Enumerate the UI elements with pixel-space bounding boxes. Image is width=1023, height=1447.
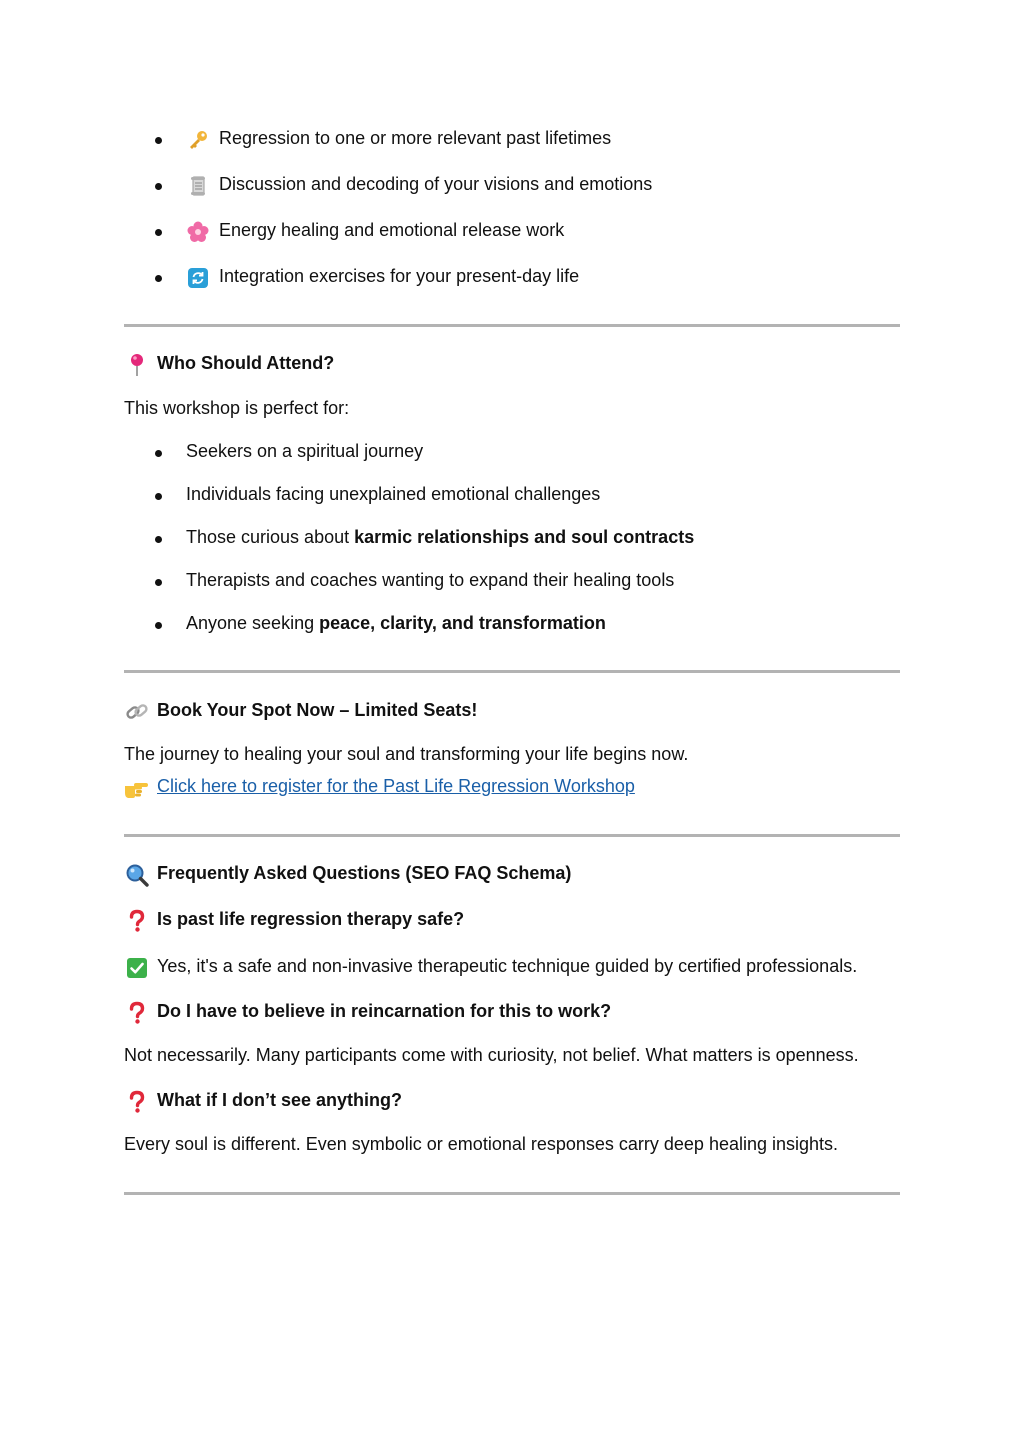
bullet-icon [155, 493, 162, 500]
question-mark-icon [124, 1089, 150, 1115]
section-divider [124, 834, 900, 837]
faq-answer: Every soul is different. Even symbolic or emotional responses carry deep healing insights. [124, 1134, 839, 1154]
list-item-plain: Anyone seeking [186, 613, 320, 633]
list-item-text: Individuals facing unexplained emotional challenges [186, 484, 601, 504]
section-divider [124, 324, 900, 327]
paragraph: The journey to healing your soul and transforming your life begins now. [124, 744, 689, 764]
list-item-plain: Those curious about [186, 527, 355, 547]
heading-text: Who Should Attend? [157, 353, 335, 373]
bullet-icon [155, 137, 162, 144]
register-link[interactable]: Click here to register for the Past Life Regression Workshop [157, 776, 635, 796]
bullet-icon [155, 579, 162, 586]
paragraph: This workshop is perfect for: [124, 398, 350, 418]
list-item-text [186, 527, 694, 548]
list-item-emphasis: karmic relationships and soul contracts [354, 527, 695, 547]
link-icon [124, 699, 150, 725]
refresh-icon [186, 266, 210, 290]
bullet-icon [155, 183, 162, 190]
section-divider [124, 1192, 900, 1195]
bullet-icon [155, 536, 162, 543]
scroll-icon [186, 174, 210, 198]
bullet-icon [155, 229, 162, 236]
bullet-icon [155, 450, 162, 457]
question-mark-icon [124, 1000, 150, 1026]
check-mark-icon [124, 955, 150, 981]
section-divider [124, 670, 900, 673]
answer-text: Yes, it's a safe and non-invasive therapeutic technique guided by certified professionals. [157, 956, 858, 976]
key-icon [186, 128, 210, 152]
list-item-text: Seekers on a spiritual journey [186, 441, 424, 461]
question-text: Is past life regression therapy safe? [157, 909, 465, 929]
list-item-emphasis: peace, clarity, and transformation [319, 613, 606, 633]
heading-text: Frequently Asked Questions (SEO FAQ Schema) [157, 863, 572, 883]
flower-icon [186, 220, 210, 244]
question-text: Do I have to believe in reincarnation for this to work? [157, 1001, 612, 1021]
bullet-icon [155, 622, 162, 629]
list-item-text: Discussion and decoding of your visions and emotions [219, 174, 653, 194]
list-item-text: Regression to one or more relevant past lifetimes [219, 128, 612, 148]
list-item-text [186, 613, 606, 634]
magnifier-icon [124, 862, 150, 888]
question-mark-icon [124, 908, 150, 934]
list-item-text: Integration exercises for your present-day life [219, 266, 580, 286]
pointing-hand-icon [124, 775, 150, 801]
list-item-text: Energy healing and emotional release work [219, 220, 565, 240]
bullet-icon [155, 275, 162, 282]
question-text: What if I don’t see anything? [157, 1090, 402, 1110]
pushpin-icon [124, 352, 150, 378]
heading-text: Book Your Spot Now – Limited Seats! [157, 700, 478, 720]
list-item-text: Therapists and coaches wanting to expand their healing tools [186, 570, 675, 590]
faq-answer: Not necessarily. Many participants come with curiosity, not belief. What matters is openness. [124, 1045, 859, 1065]
